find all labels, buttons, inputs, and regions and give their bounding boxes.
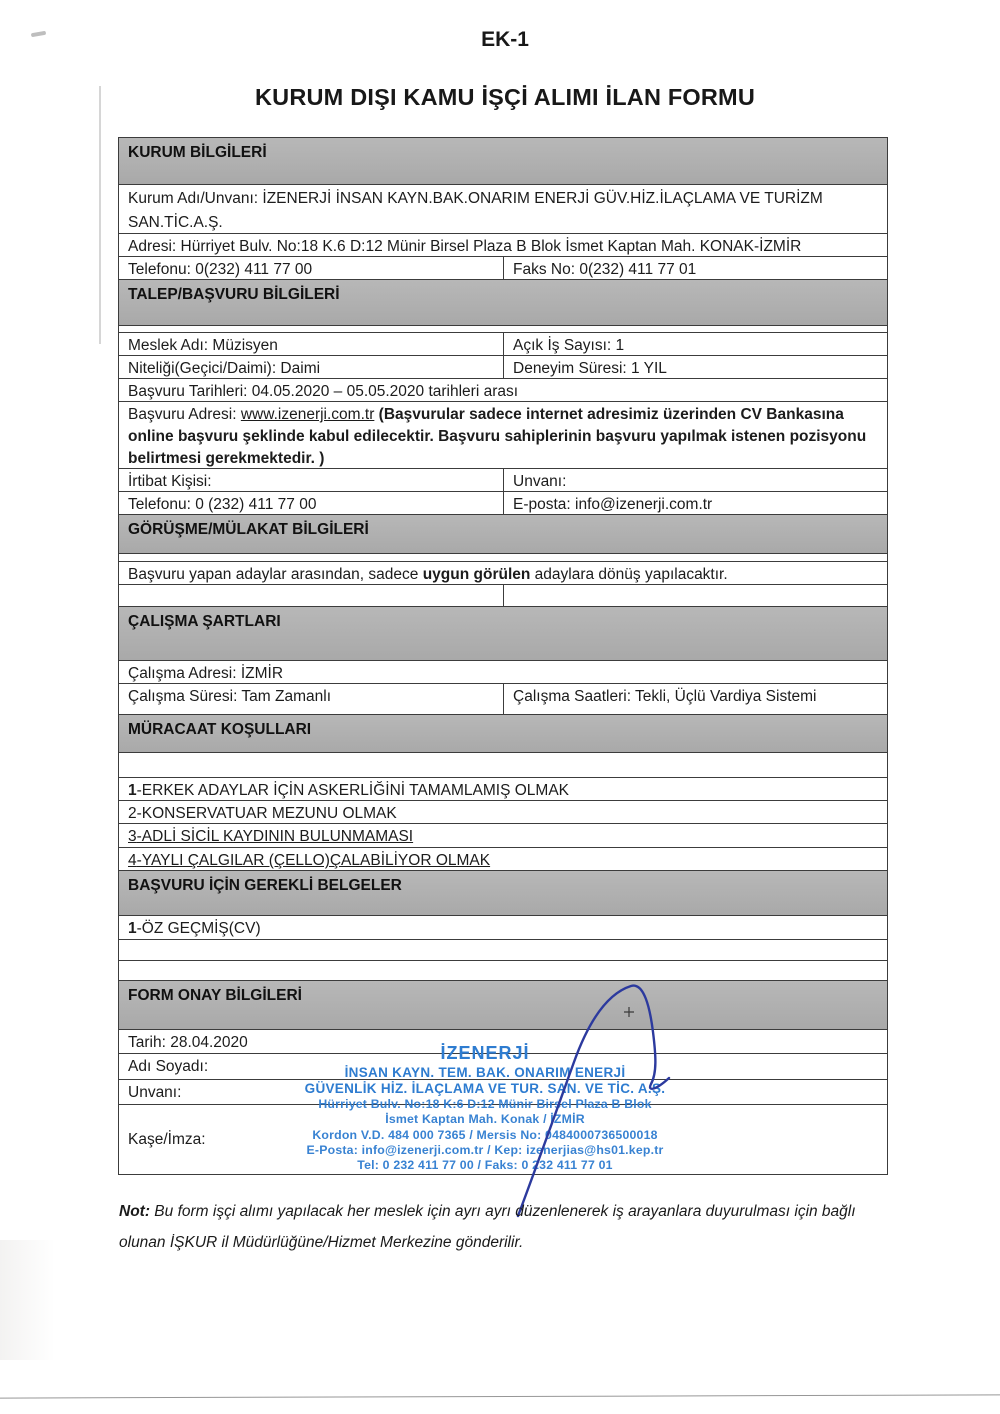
- spacer-row: [119, 554, 887, 562]
- row-kosul-4: [119, 848, 887, 871]
- footer-note-text: Bu form işçi alımı yapılacak her meslek için ayrı ayrı düzenlenerek iş arayanlara duyurulması için bağlı olunan İŞKUR il Müdürlüğüne/Hizmet Merkezine gönderilir.: [119, 1202, 856, 1251]
- stamp-line: Tel: 0 232 411 77 00 / Faks: 0 232 411 77 01: [357, 1158, 613, 1173]
- stamp-line: Hürriyet Bulv. No:18 K:6 D:12 Münir Birsel Plaza B Blok: [318, 1097, 652, 1111]
- scan-artifact-page-edge: [0, 1394, 1000, 1399]
- calisma-saatleri-value: Çalışma Saatleri: Tekli, Üçlü Vardiya Sistemi: [513, 688, 817, 705]
- irtibat-kisisi-label: İrtibat Kişisi:: [119, 469, 504, 491]
- basvuru-adresi-aciklama: (Başvurular sadece internet adresimiz üzerinden CV Bankasına online başvuru şeklinde kabul edilecektir. Başvuru sahiplerinin başvuru yapılmak istenen pozisyonu belirtmesi gerekmektedir. ): [128, 406, 867, 467]
- section-header-label: KURUM BİLGİLERİ: [128, 144, 267, 161]
- row-belge-1: [119, 916, 887, 940]
- gorusme-cumle-bold: uygun görülen: [422, 566, 531, 583]
- row-nitelik-deneyim: [119, 356, 887, 379]
- belge-1-text: -ÖZ GEÇMİŞ(CV): [136, 920, 261, 937]
- empty-cell: [119, 585, 504, 606]
- row-calisma-adresi: [119, 661, 887, 684]
- stamp-line: Kordon V.D. 484 000 7365 / Mersis No: 0484000736500018: [312, 1127, 658, 1142]
- kosul-1-value: [119, 778, 887, 801]
- kosul-2-text: -KONSERVATUAR MEZUNU OLMAK: [136, 805, 397, 822]
- section-header-label: FORM ONAY BİLGİLERİ: [128, 987, 302, 1004]
- kosul-2-num: 2: [128, 805, 137, 822]
- stamp-line: İsmet Kaptan Mah. Konak / İZMİR: [385, 1112, 585, 1127]
- kosul-1-num: 1: [128, 782, 137, 799]
- row-meslek-acikis: [119, 333, 887, 356]
- basvuru-adresi-url: www.izenerji.com.tr: [240, 406, 375, 423]
- form-table: [118, 137, 888, 1175]
- section-header-kurum-bilgileri: [119, 138, 887, 185]
- telefon-value: Telefonu: 0(232) 411 77 00: [119, 257, 504, 279]
- adres-value: Adresi: Hürriyet Bulv. No:18 K.6 D:12 Münir Birsel Plaza B Blok İsmet Kaptan Mah. KONAK-İZMİR: [128, 238, 802, 255]
- section-header-calisma-sartlari: [119, 607, 887, 661]
- row-gorusme-cumle: [119, 562, 887, 585]
- eposta-value: E-posta: info@izenerji.com.tr: [513, 496, 713, 513]
- scan-artifact-shadow: [0, 1240, 55, 1360]
- meslek-adi-value: Meslek Adı: Müzisyen: [119, 333, 504, 355]
- basvuru-adresi-value: [119, 402, 887, 470]
- irtibat-telefon-value: Telefonu: 0 (232) 411 77 00: [119, 492, 504, 514]
- row-irtibat-unvan: [119, 469, 887, 492]
- kosul-4-text: -YAYLI ÇALGILAR (ÇELLO)ÇALABİLİYOR OLMAK: [136, 852, 491, 869]
- empty-row: [119, 940, 887, 961]
- kosul-3-value: [119, 824, 887, 847]
- gorusme-cumle-post: adaylara dönüş yapılacaktır.: [530, 566, 728, 583]
- scan-artifact-line: [99, 86, 101, 344]
- basvuru-tarihleri-value: Başvuru Tarihleri: 04.05.2020 – 05.05.2020 tarihleri arası: [128, 383, 519, 400]
- row-basvuru-adresi: [119, 402, 887, 469]
- company-stamp: [285, 1044, 685, 1171]
- gorusme-cumle-value: [119, 562, 887, 585]
- nitelik-value: Niteliği(Geçici/Daimi): Daimi: [119, 356, 504, 378]
- basvuru-adresi-label: Başvuru Adresi:: [128, 406, 241, 423]
- kosul-4-num: 4: [128, 852, 137, 869]
- row-adres: [119, 234, 887, 257]
- row-kosul-3: [119, 824, 887, 848]
- stamp-line: GÜVENLİK HİZ. İLAÇLAMA VE TUR. SAN. VE TİC. A.Ş.: [304, 1080, 666, 1096]
- section-header-label: TALEP/BAŞVURU BİLGİLERİ: [128, 286, 340, 303]
- kosul-1-text: -ERKEK ADAYLAR İÇİN ASKERLİĞİNİ TAMAMLAMIŞ OLMAK: [136, 782, 570, 799]
- page-title: KURUM DIŞI KAMU İŞÇİ ALIMI İLAN FORMU: [255, 84, 755, 110]
- row-calisma-suresi-saatleri: [119, 684, 887, 715]
- section-header-talep-basvuru: [119, 280, 887, 326]
- doc-tag: EK-1: [481, 28, 529, 51]
- spacer-row: [119, 326, 887, 333]
- section-header-form-onay: [119, 981, 887, 1030]
- row-kosul-2: [119, 801, 887, 824]
- kosul-3-num: 3: [128, 828, 137, 845]
- calisma-suresi-value: Çalışma Süresi: Tam Zamanlı: [119, 684, 504, 714]
- row-kosul-1: [119, 778, 887, 801]
- kase-imza-label: Kaşe/İmza:: [128, 1131, 206, 1148]
- section-header-label: ÇALIŞMA ŞARTLARI: [128, 613, 281, 630]
- stamp-company-name: İZENERJİ: [440, 1043, 530, 1063]
- footer-note: [119, 1196, 895, 1258]
- belge-1-num: 1: [128, 920, 137, 937]
- kosul-4-value: [119, 848, 887, 871]
- section-header-label: GÖRÜŞME/MÜLAKAT BİLGİLERİ: [128, 521, 369, 538]
- empty-row: [119, 753, 887, 778]
- row-basvuru-tarihleri: [119, 379, 887, 402]
- unvan-label: Unvanı:: [513, 473, 567, 490]
- acik-is-sayisi-value: Açık İş Sayısı: 1: [513, 337, 625, 354]
- section-header-gorusme-mulakat: [119, 515, 887, 554]
- belge-1-value: [119, 916, 887, 939]
- tarih-value: Tarih: 28.04.2020: [128, 1034, 248, 1051]
- stamp-line: İNSAN KAYN. TEM. BAK. ONARIM ENERJİ: [344, 1065, 626, 1080]
- empty-cell: [504, 585, 887, 587]
- calisma-adresi-value: Çalışma Adresi: İZMİR: [128, 665, 284, 682]
- section-header-gerekli-belgeler: [119, 871, 887, 916]
- section-header-label: MÜRACAAT KOŞULLARI: [128, 721, 312, 738]
- gorusme-cumle-pre: Başvuru yapan adaylar arasından, sadece: [128, 566, 423, 583]
- kosul-2-value: [119, 801, 887, 824]
- row-telefon-eposta: [119, 492, 887, 515]
- kurum-adi-value: Kurum Adı/Unvanı: İZENERJİ İNSAN KAYN.BAK.ONARIM ENERJİ GÜV.HİZ.İLAÇLAMA VE TURİZM SAN.TİC.A.Ş.: [128, 190, 823, 231]
- footer-note-label: Not:: [119, 1202, 150, 1220]
- row-kurum-adi: [119, 185, 887, 234]
- unvani-label: Unvanı:: [128, 1084, 182, 1101]
- section-header-muracaat-kosullari: [119, 715, 887, 753]
- empty-row: [119, 961, 887, 981]
- stamp-line: E-Posta: info@izenerji.com.tr / Kep: izenerjias@hs01.kep.tr: [306, 1142, 664, 1157]
- row-telefon-faks: [119, 257, 887, 280]
- adi-soyadi-label: Adı Soyadı:: [128, 1058, 209, 1075]
- kosul-3-text: -ADLİ SİCİL KAYDININ BULUNMAMASI: [136, 828, 414, 845]
- faks-value: Faks No: 0(232) 411 77 01: [513, 261, 697, 278]
- deneyim-suresi-value: Deneyim Süresi: 1 YIL: [513, 360, 667, 377]
- empty-split-row: [119, 585, 887, 607]
- section-header-label: BAŞVURU İÇİN GEREKLİ BELGELER: [128, 877, 402, 894]
